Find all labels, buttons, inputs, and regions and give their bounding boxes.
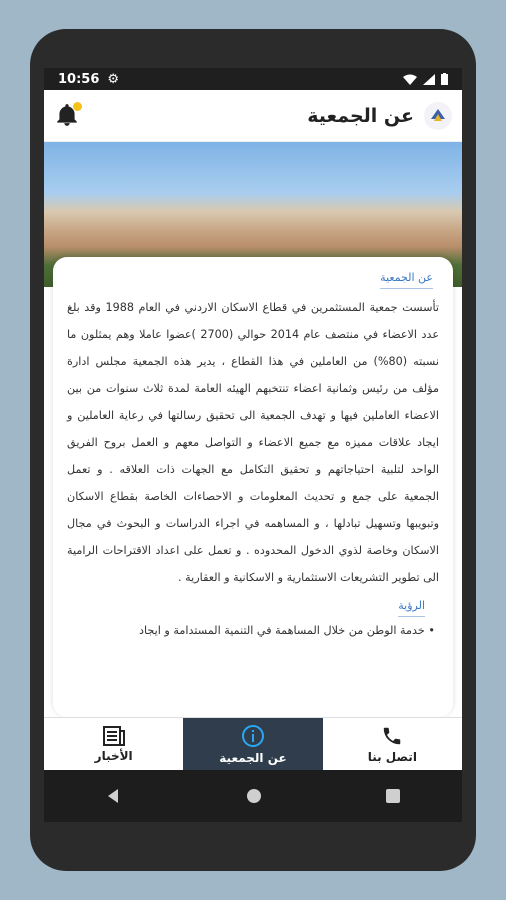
bottom-navigation [44,717,462,771]
status-bar [44,68,462,90]
nav-about-label: عن الجمعية [219,751,287,765]
home-icon[interactable] [246,788,262,804]
info-icon [241,724,265,748]
app-screen [44,68,462,822]
about-card [53,257,453,717]
nav-news[interactable] [44,718,183,771]
about-section-title: عن الجمعية [380,271,433,289]
wifi-icon [403,74,417,85]
nav-news-label: الأخبار [94,749,133,763]
nav-about[interactable] [183,718,322,771]
notifications-button[interactable] [54,102,82,130]
signal-icon [423,74,435,85]
status-time: 10:56 [58,71,100,87]
settings-icon: ⚙ [107,71,120,87]
app-logo [424,102,452,130]
battery-icon [441,73,448,85]
logo-icon [429,107,447,125]
notification-badge [73,102,82,111]
about-section-label [53,257,453,288]
system-navigation-bar [44,770,462,822]
page-title: عن الجمعية [307,104,414,127]
news-icon [103,726,125,746]
app-bar [44,90,462,142]
back-icon[interactable] [106,788,122,804]
vision-bullet: • خدمة الوطن من خلال المساهمة في التنمية المستدامة و ايجاد [139,624,435,637]
recents-icon[interactable] [386,789,400,803]
vision-section-label [53,591,453,614]
nav-contact[interactable] [323,718,462,771]
about-body-text: تأسست جمعية المستثمرين في قطاع الاسكان الاردني في العام 1988 وقد بلغ عدد الاعضاء في منتصف عام 2014 حوالي (2700 )عضوا عاملا وهم يمثلون ما نسبته (80%) من العاملين في هذا القطاع ، يدير هذه الجمعية مجلس ادارة مؤلف من رئيس وثمانية اعضاء تنتخبهم الهيئه العامة لمدة ثلاث سنوات من بين الاعضاء العاملين فيها و تهدف الجمعية الى تحقيق رسالتها في رعاية العاملين و ايجاد علاقات مميزه مع جميع الاعضاء و التواصل معهم و العمل بروح الفريق الواحد لتلبية احتياجاتهم و تحقيق التكامل مع الجهات ذات العلاقه . و تعمل الجمعية على جمع و تحديث المعلومات و الاحصاءات الخاصة بقطاع الاسكان وتبويبها وتسهيل تبادلها ، و المساهمه في اجراء الدراسات و البحوث في مجال الاسكان وخاصة لذوي الدخول المحدوده . و تعمل على اعداد الاقتراحات الرامية الى تطوير التشريعات الاستثمارية و الاسكانية و العقارية . [67,301,440,584]
phone-icon [381,725,403,747]
vision-section-title: الرؤية [398,599,425,617]
nav-contact-label: اتصل بنا [367,750,417,764]
